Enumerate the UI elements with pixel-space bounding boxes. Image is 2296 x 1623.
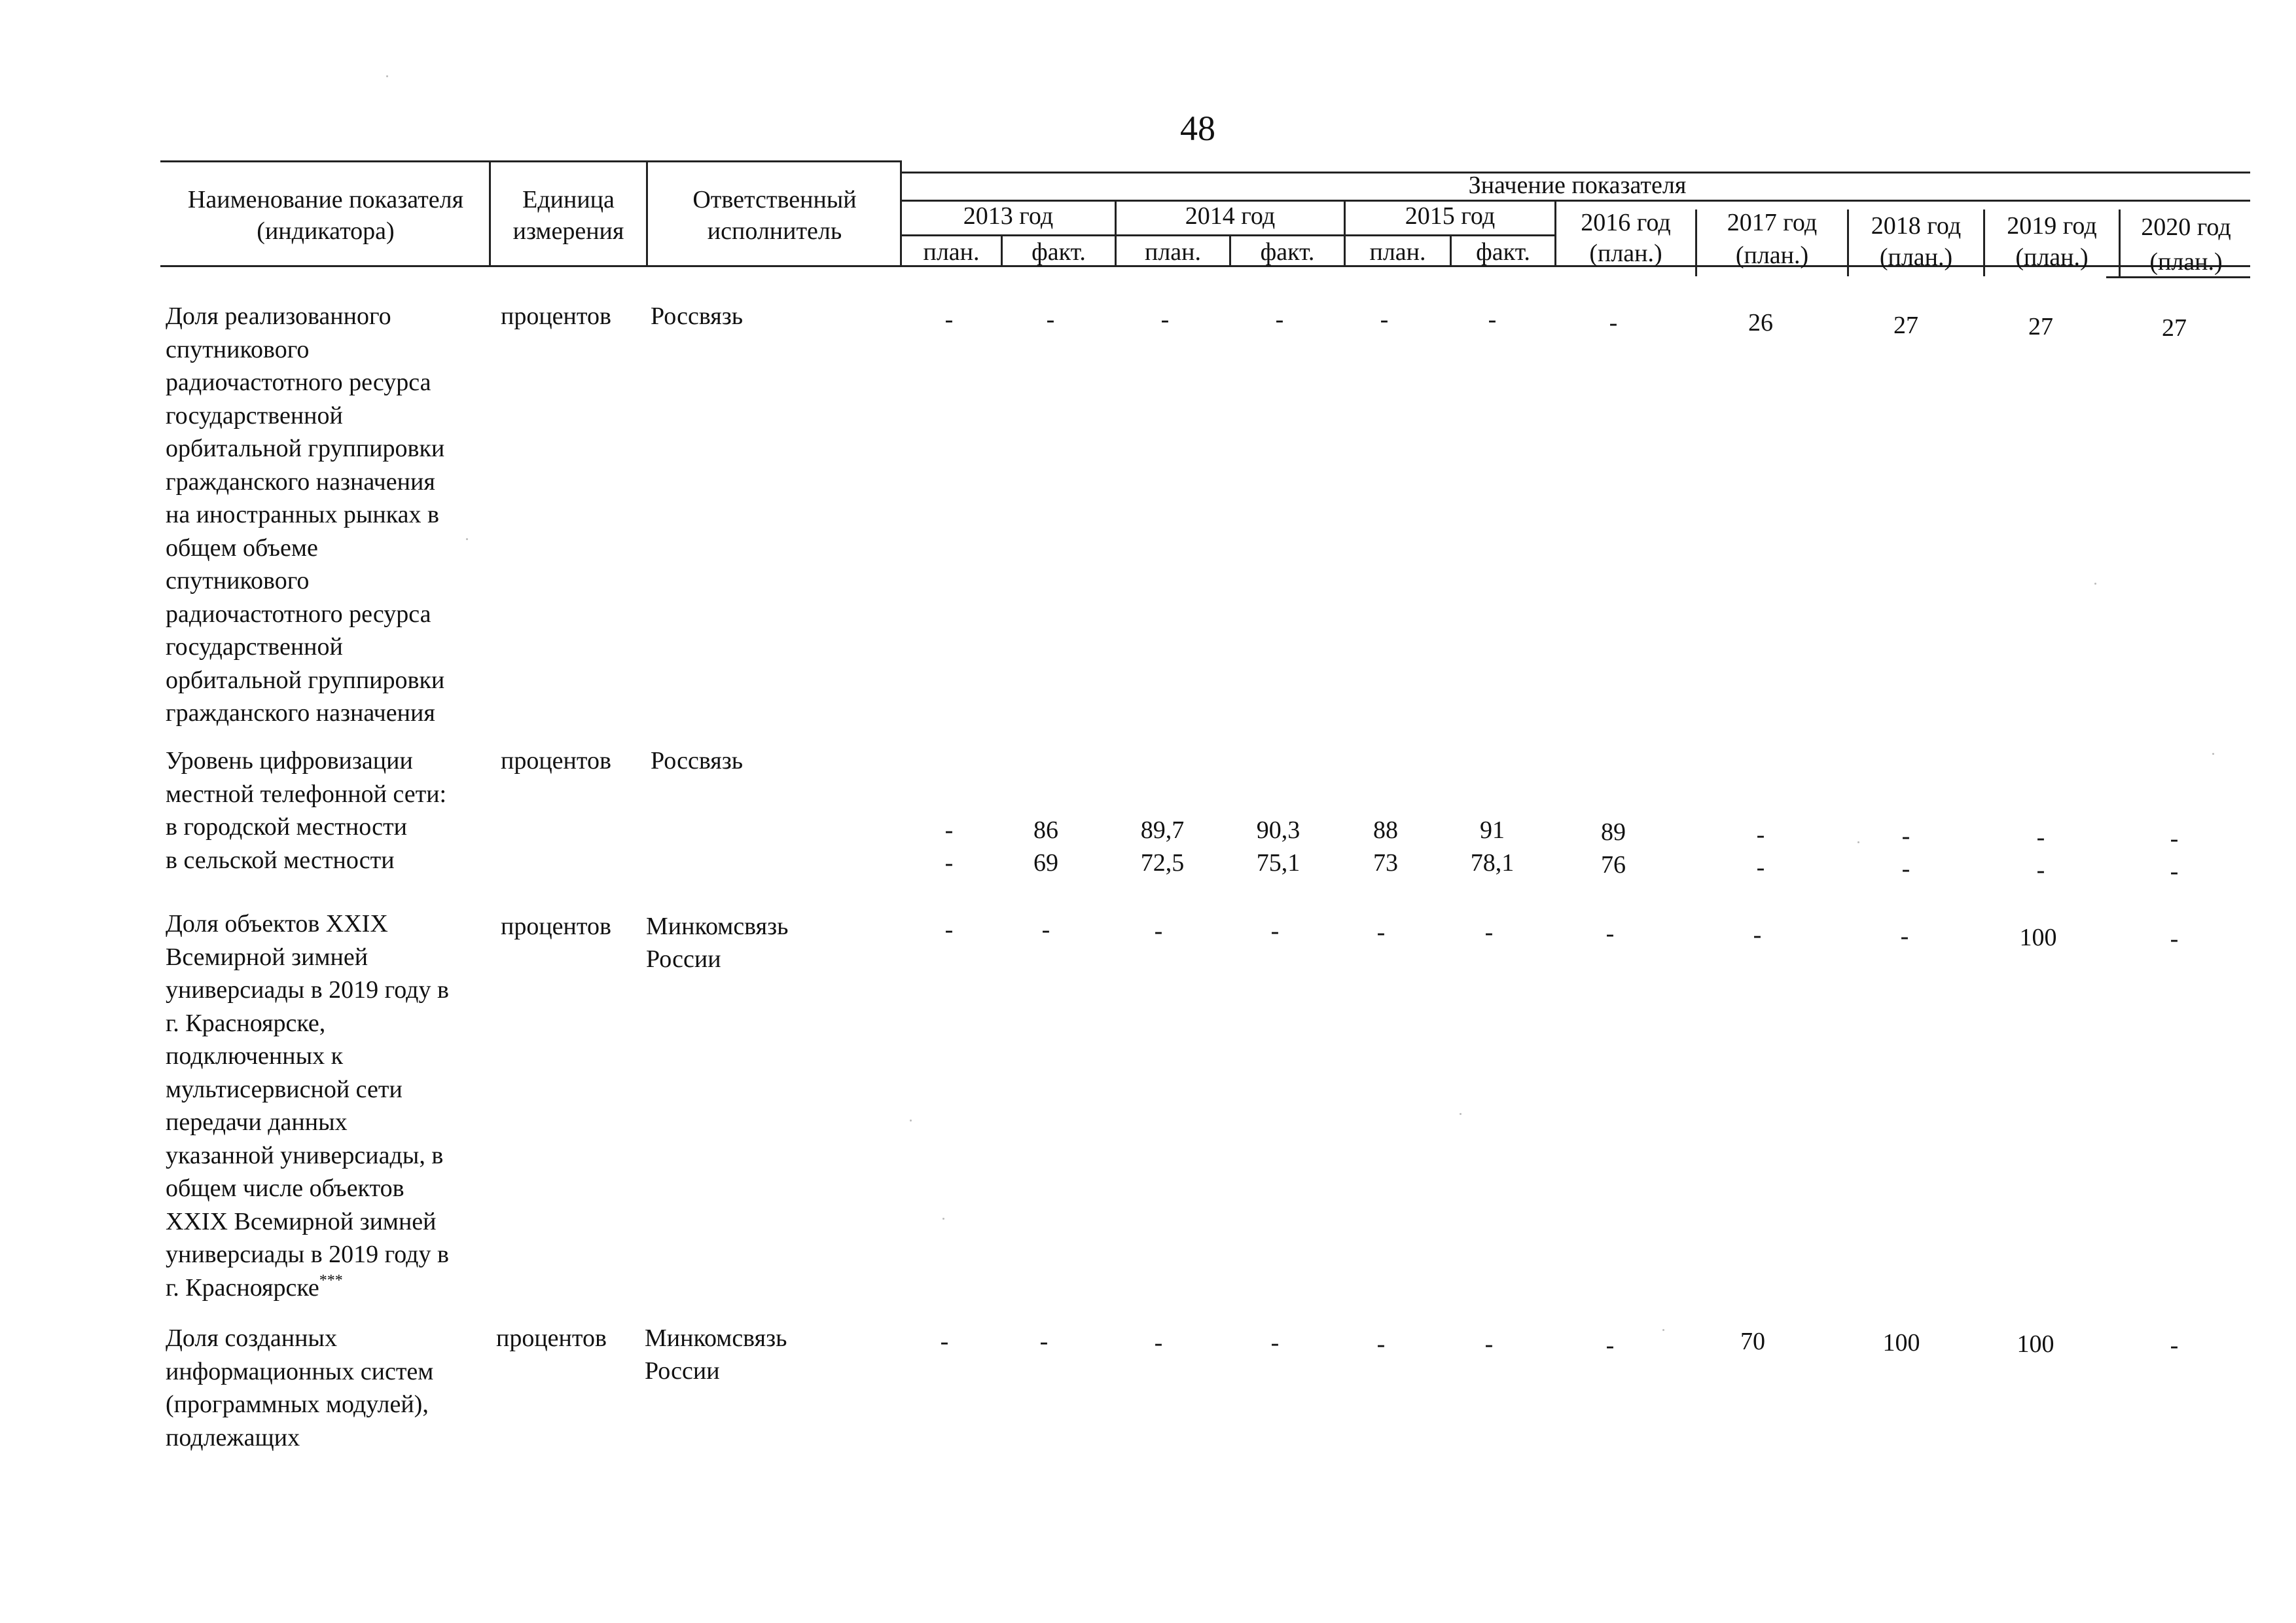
row1-value-2018: 27 [1893,312,1918,339]
row4-value-2017: 70 [1740,1328,1765,1355]
scan-speck [386,75,388,77]
header-plan-2016: (план.) [1589,240,1662,267]
row1-value-2017: 26 [1748,309,1773,337]
row2-unit: процентов [501,747,611,775]
row3-value-2013-plan: - [944,916,954,943]
header-year-2013: 2013 год [963,202,1054,230]
row2-rural-2019: - [2036,856,2045,884]
row2-urban-2014-plan: 89,7 [1140,816,1185,844]
page-number: 48 [1180,109,1215,148]
row2-urban-2013-plan: - [944,816,954,844]
scan-speck [466,538,468,540]
header-plan-2015: план. [1369,238,1426,266]
row4-value-2018: 100 [1882,1329,1920,1357]
row4-value-2015-fact: - [1484,1330,1494,1358]
header-year-2019: 2019 год [2007,212,2097,240]
scan-speck [942,1218,944,1220]
row2-urban-2017: - [1756,821,1765,848]
header-plan-2017: (план.) [1735,242,1809,269]
row1-value-2013-plan: - [944,306,954,333]
header-year-2018: 2018 год [1871,212,1962,240]
row1-value-2014-fact: - [1275,306,1284,333]
row3-value-2015-fact: - [1484,919,1494,946]
row2-urban-2019: - [2036,824,2045,851]
row4-value-2016: - [1605,1332,1615,1359]
row3-value-2017: - [1753,921,1762,949]
row3-value-2019: 100 [2019,924,2057,951]
row2-urban-2013-fact: 86 [1033,816,1058,844]
row1-indicator-name: Доля реализованного спутникового радиочастотного ресурса государственной орбитальной группировки гражданского назначения на иностранных рынках в общем объеме спутникового радиочастотного ресурса государственной орбитальной группировки гражданского назначения [166,302,445,727]
row3-value-2020: - [2170,925,2179,953]
row2-urban-2014-fact: 90,3 [1256,816,1300,844]
row2-rural-2013-fact: 69 [1033,849,1058,877]
header-plan-2018: (план.) [1879,244,1953,271]
header-plan-2013: план. [923,238,980,266]
row3-executor-line2: России [646,945,721,973]
row4-value-2013-plan: - [940,1328,949,1355]
header-year-2020: 2020 год [2141,213,2231,241]
row2-urban-2015-plan: 88 [1373,816,1398,844]
row3-value-2014-plan: - [1154,917,1163,945]
header-fact-2015: факт. [1476,238,1530,266]
row2-rural-2016: 76 [1601,851,1626,879]
header-fact-2013: факт. [1031,238,1086,266]
scan-speck [2094,583,2096,585]
row2-rural-2015-fact: 78,1 [1470,849,1515,877]
scan-speck [1460,1113,1462,1115]
row3-value-2014-fact: - [1270,917,1280,945]
scan-speck [1857,841,1859,843]
row3-value-2016: - [1605,920,1615,947]
row2-rural-2013-plan: - [944,849,954,877]
row4-value-2020: - [2170,1332,2179,1359]
row4-executor-line1: Минкомсвязь [645,1324,787,1352]
header-plan-2014: план. [1144,238,1201,266]
row4-value-2019: 100 [2017,1330,2054,1358]
header-name-line2: (индикатора) [257,217,395,245]
row4-value-2013-fact: - [1039,1328,1049,1355]
row2-urban-2020: - [2170,825,2179,852]
row3-value-2013-fact: - [1041,916,1050,943]
scan-speck [1662,1329,1664,1331]
row3-indicator-name: Доля объектов XXIX Всемирной зимней универсиады в 2019 году в г. Красноярске, подключенных к мультисервисной сети передачи данных указанной универсиады, в общем числе объектов XXIX Всемирной зимней универсиады в 2019 году в г. Красноярске*** [166,910,449,1302]
row4-executor-line2: России [645,1357,720,1385]
header-top-rule [160,160,901,162]
header-plan-2019: (план.) [2015,244,2089,271]
row3-unit: процентов [501,913,611,940]
row4-value-2014-fact: - [1270,1329,1280,1357]
header-executor-line1: Ответственный [692,186,857,213]
header-year-2017: 2017 год [1727,209,1818,236]
row2-rural-2017: - [1756,854,1765,881]
row4-indicator-name: Доля созданных информационных систем (программных модулей), подлежащих [166,1324,434,1451]
header-plan-2020: (план.) [2149,248,2223,276]
row4-value-2014-plan: - [1154,1329,1163,1357]
row3-executor-line1: Минкомсвязь [646,913,789,940]
header-divider [646,160,648,265]
row1-value-2014-plan: - [1160,306,1170,333]
row3-value-2015-plan: - [1376,919,1386,946]
header-value-title: Значение показателя [1468,172,1687,199]
header-divider [489,160,491,265]
row2-urban-2018: - [1901,822,1910,850]
header-unit-line2: измерения [512,217,624,245]
row1-value-2019: 27 [2028,313,2053,340]
row1-value-2013-fact: - [1046,306,1055,333]
header-year-2014: 2014 год [1185,202,1276,230]
header-executor-line2: исполнитель [707,217,842,245]
scan-speck [2212,753,2214,755]
row1-value-2016: - [1609,309,1618,337]
row2-rural-2014-plan: 72,5 [1140,849,1185,877]
scan-speck [910,1120,912,1122]
row2-rural-2018: - [1901,855,1910,883]
header-name-line1: Наименование показателя [187,186,464,213]
header-fact-2014: факт. [1260,238,1315,266]
row1-value-2015-plan: - [1380,306,1389,333]
row1-value-2015-fact: - [1488,306,1497,333]
row4-value-2015-plan: - [1376,1330,1386,1358]
header-unit-line1: Единица [522,186,615,213]
row1-executor: Россвязь [651,302,744,330]
row2-rural-2014-fact: 75,1 [1256,849,1300,877]
row2-indicator-name: Уровень цифровизации местной телефонной сети: в городской местности в сельской местности [166,747,447,874]
row2-rural-2020: - [2170,858,2179,885]
header-year-2016: 2016 год [1581,209,1671,236]
row2-urban-2015-fact: 91 [1480,816,1505,844]
row1-value-2020: 27 [2162,314,2187,342]
row4-unit: процентов [496,1324,607,1352]
row2-executor: Россвязь [651,747,744,775]
row1-unit: процентов [501,302,611,330]
header-year-2015: 2015 год [1405,202,1496,230]
row3-value-2018: - [1900,922,1909,950]
footnote-mark: *** [319,1271,343,1289]
row2-urban-2016: 89 [1601,818,1626,846]
row2-rural-2015-plan: 73 [1373,849,1398,877]
